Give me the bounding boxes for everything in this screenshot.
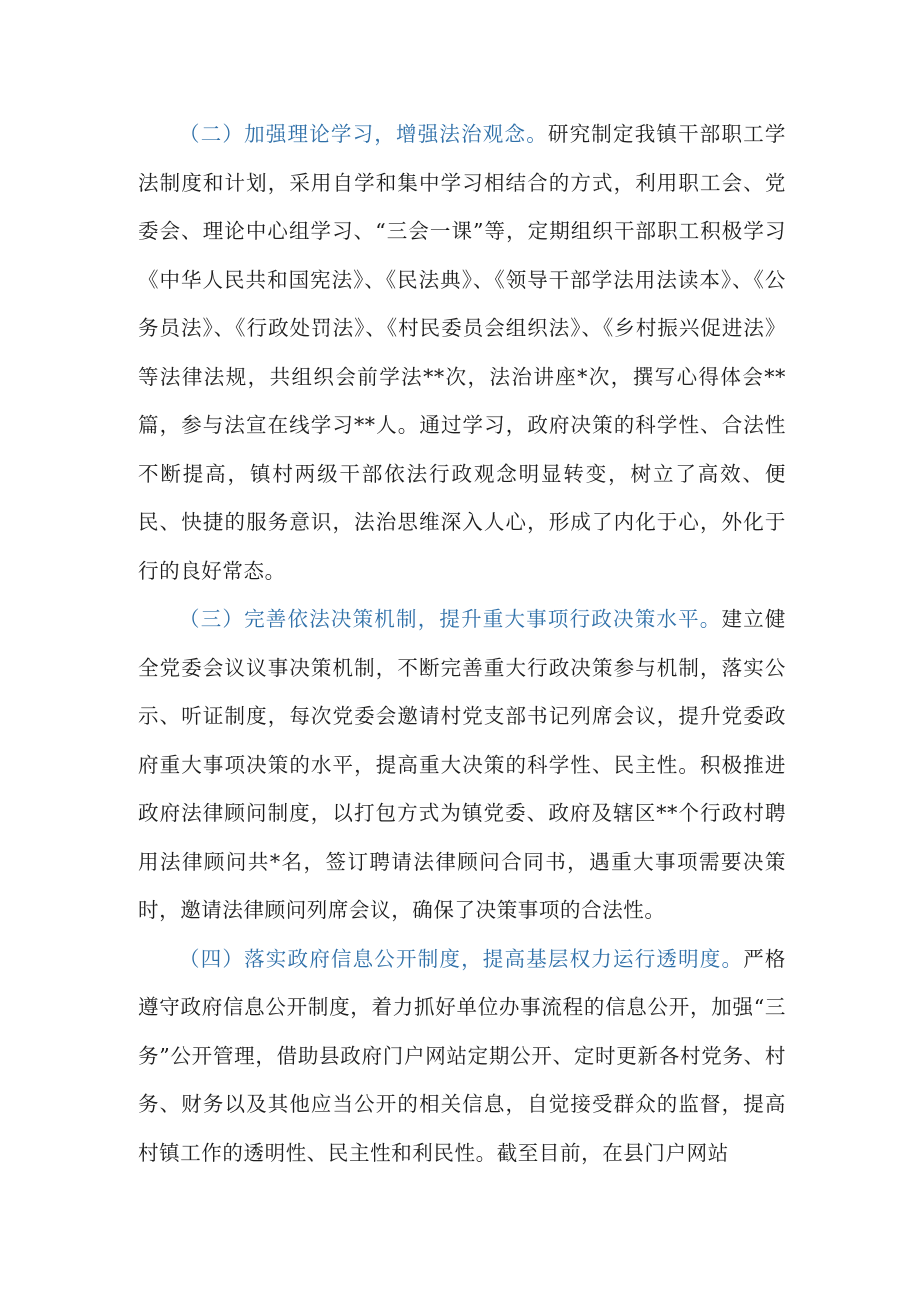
section-heading-2: （二）加强理论学习，增强法治观念。 bbox=[179, 122, 548, 146]
paragraph-3 bbox=[138, 595, 786, 935]
paragraph-4 bbox=[138, 935, 786, 1178]
document-body bbox=[138, 110, 786, 1177]
paragraph-2 bbox=[138, 110, 786, 595]
paragraph-text-2: 研究制定我镇干部职工学法制度和计划，采用自学和集中学习相结合的方式，利用职工会、党委会、理论中心组学习、“三会一课”等，定期组织干部职工积极学习《中华人民共和国宪法》、《民法典》、《领导干部学法用法读本》、《公务员法》、《行政处罚法》、《村民委员会组织法》、《乡村振兴促进法》等法律法规，共组织会前学法**次，法治讲座*次，撰写心得体会**篇，参与法宣在线学习**人。通过学习，政府决策的科学性、合法性不断提高，镇村两级干部依法行政观念明显转变，树立了高效、便民、快捷的服务意识，法治思维深入人心，形成了内化于心，外化于行的良好常态。 bbox=[138, 122, 787, 583]
paragraph-text-3: 建立健全党委会议议事决策机制，不断完善重大行政决策参与机制，落实公示、听证制度，每次党委会邀请村党支部书记列席会议，提升党委政府重大事项决策的水平，提高重大决策的科学性、民主性。积极推进政府法律顾问制度，以打包方式为镇党委、政府及辖区**个行政村聘用法律顾问共*名，签订聘请法律顾问合同书，遇重大事项需要决策时，邀请法律顾问列席会议，确保了决策事项的合法性。 bbox=[138, 607, 786, 922]
section-heading-3: （三）完善依法决策机制，提升重大事项行政决策水平。 bbox=[179, 607, 722, 631]
paragraph-text-4: 严格遵守政府信息公开制度，着力抓好单位办事流程的信息公开，加强“三务”公开管理，借助县政府门户网站定期公开、定时更新各村党务、村务、财务以及其他应当公开的相关信息，自觉接受群众的监督，提高村镇工作的透明性、民主性和利民性。截至目前，在县门户网站 bbox=[138, 946, 786, 1165]
section-heading-4: （四）落实政府信息公开制度，提高基层权力运行透明度。 bbox=[179, 946, 744, 971]
